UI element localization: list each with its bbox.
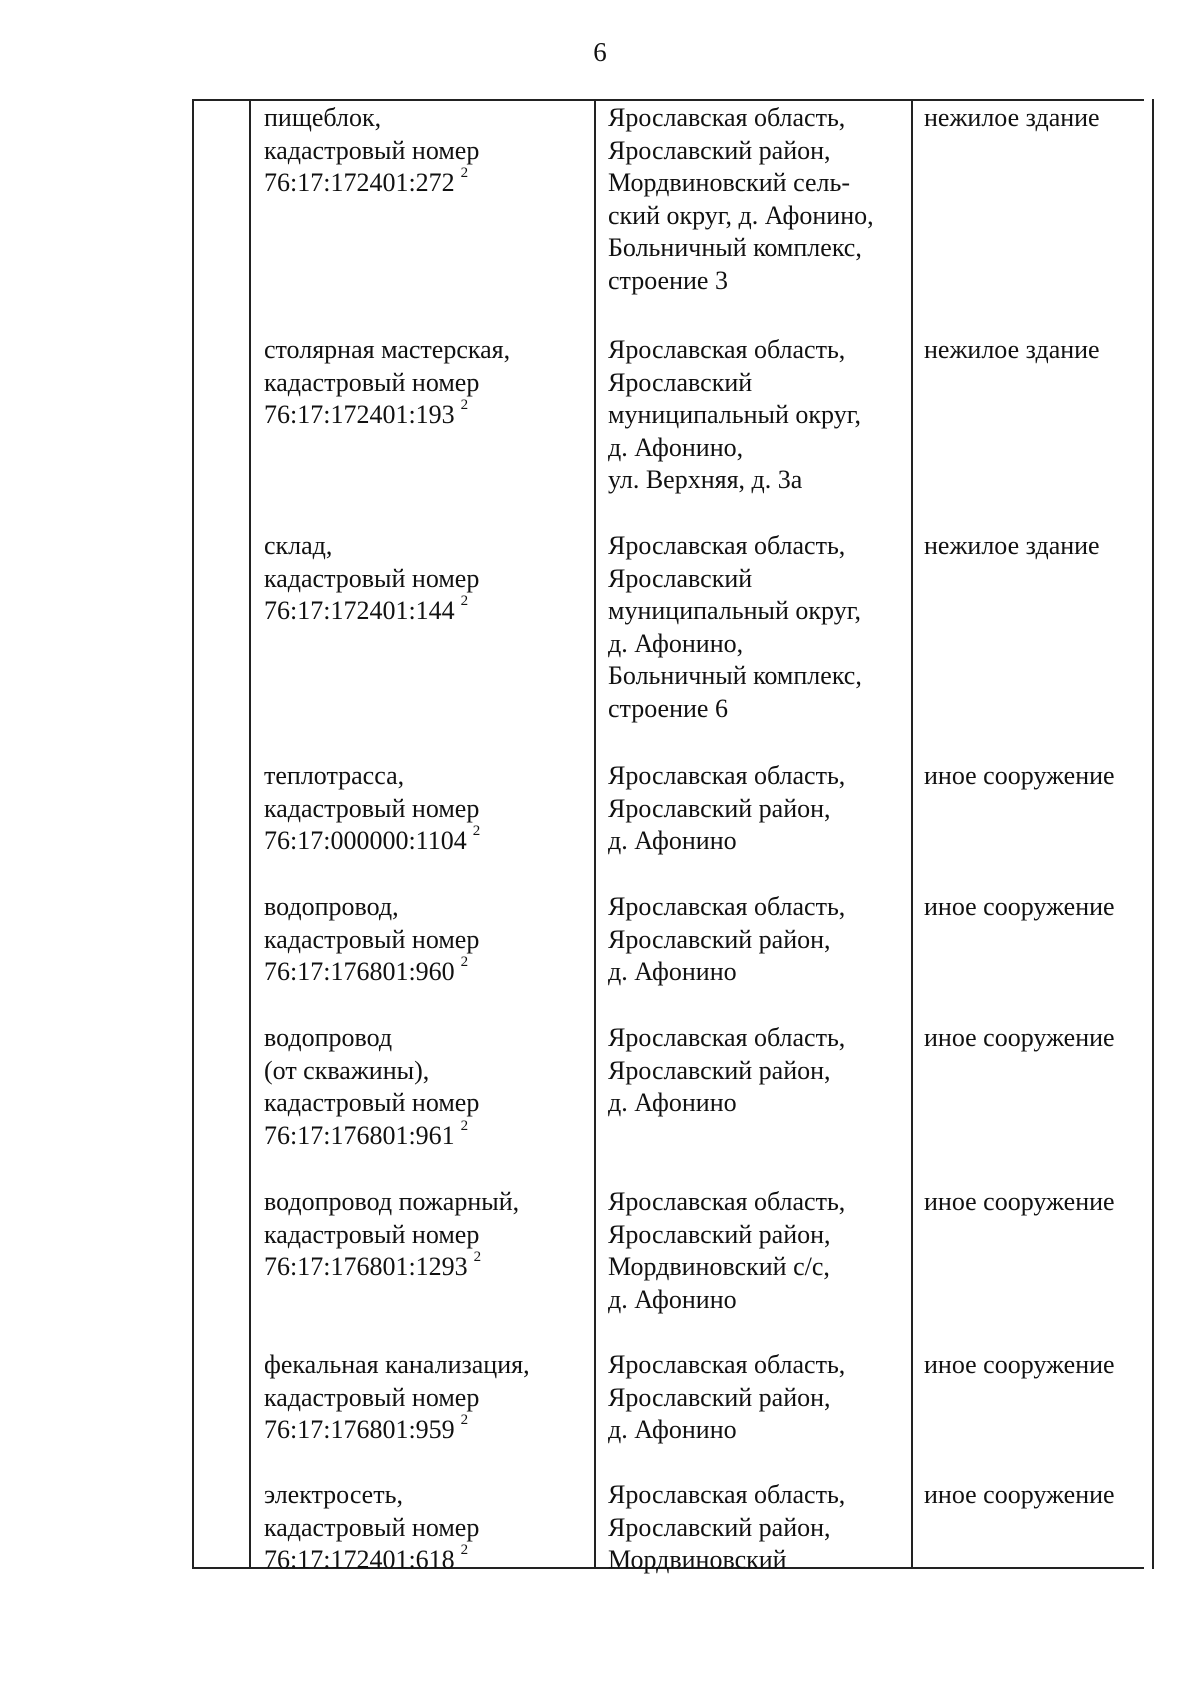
address-line: д. Афонино: [608, 1415, 737, 1444]
object-name: [264, 1479, 479, 1581]
cadastral-number: 76:17:172401:272: [264, 168, 455, 197]
cadastral-number: 76:17:000000:1104: [264, 826, 467, 855]
address-line: ский округ, д. Афонино,: [608, 200, 874, 230]
object-type: нежилое здание: [924, 335, 1100, 364]
address-line: ул. Верхняя, д. 3а: [608, 465, 803, 494]
object-address: [608, 1022, 845, 1120]
address-line: д. Афонино: [608, 957, 737, 986]
footnote-mark: 2: [460, 1117, 469, 1134]
address-line: Ярославская область,: [608, 103, 846, 132]
address-line: д. Афонино,: [608, 432, 744, 462]
object-name: [264, 102, 479, 204]
cadastral-number: 76:17:176801:1293: [264, 1252, 468, 1281]
cadastral-number: 76:17:172401:618: [264, 1545, 455, 1574]
address-line: Ярославская область,: [608, 1480, 846, 1509]
address-line: Ярославский: [608, 367, 753, 397]
object-type: нежилое здание: [924, 531, 1100, 560]
name-line: фекальная канализация,: [264, 1350, 530, 1379]
object-address: [608, 102, 874, 297]
cadastral-number: 76:17:172401:193: [264, 400, 455, 429]
name-line: кадастровый номер: [264, 1088, 480, 1117]
object-address: [608, 1186, 845, 1316]
name-line: склад,: [264, 531, 333, 560]
footnote-mark: 2: [472, 823, 481, 839]
name-line: электросеть,: [264, 1480, 403, 1509]
name-line: кадастровый номер: [264, 367, 480, 397]
object-address: [608, 1349, 845, 1447]
object-name: [264, 1349, 530, 1451]
name-line: теплотрасса,: [264, 761, 405, 790]
address-line: Ярославская область,: [608, 1187, 846, 1216]
cadastral-number: 76:17:176801:961: [264, 1120, 455, 1150]
object-type: иное сооружение: [924, 892, 1115, 921]
object-type: иное сооружение: [924, 1480, 1115, 1509]
name-line: кадастровый номер: [264, 924, 480, 954]
footnote-mark: 2: [460, 593, 469, 609]
object-name: [264, 891, 479, 993]
footnote-mark: 2: [460, 1412, 469, 1428]
address-line: д. Афонино: [608, 1284, 737, 1314]
object-address: [608, 760, 845, 858]
object-name: [264, 760, 480, 862]
name-line: водопровод,: [264, 892, 399, 921]
address-line: Ярославская область,: [608, 1023, 846, 1052]
index-column: [193, 99, 250, 1569]
page-number: 6: [593, 37, 607, 67]
name-line: кадастровый номер: [264, 1382, 480, 1412]
object-name: [264, 334, 510, 436]
address-line: Ярославский район,: [608, 1512, 831, 1542]
object-type: иное сооружение: [924, 761, 1115, 790]
footnote-mark: 2: [460, 397, 469, 413]
cadastral-number: 76:17:176801:960: [264, 957, 455, 986]
address-line: Ярославский район,: [608, 1219, 831, 1249]
address-line: Ярославский район,: [608, 793, 831, 823]
object-type: иное сооружение: [924, 1350, 1115, 1379]
footnote-mark: 2: [460, 954, 469, 970]
footnote-mark: 2: [460, 165, 469, 181]
object-address: [608, 891, 845, 989]
address-line: строение 6: [608, 693, 728, 723]
cadastral-number: 76:17:172401:144: [264, 596, 455, 625]
address-line: Больничный комплекс,: [608, 233, 862, 262]
object-address: [608, 530, 862, 725]
address-line: Ярославский район,: [608, 1055, 831, 1085]
address-line: Ярославский район,: [608, 1382, 831, 1412]
address-line: Больничный комплекс,: [608, 661, 862, 690]
name-line: кадастровый номер: [264, 793, 480, 823]
address-line: Ярославский район,: [608, 924, 831, 954]
address-line: д. Афонино: [608, 1088, 737, 1117]
object-name: [264, 1022, 479, 1156]
name-line: водопровод пожарный,: [264, 1187, 520, 1216]
name-line: кадастровый номер: [264, 1219, 480, 1249]
address-line: Мордвиновский сель-: [608, 168, 850, 197]
address-line: Ярославская область,: [608, 531, 846, 560]
cadastral-number: 76:17:176801:959: [264, 1415, 455, 1444]
object-address: [608, 1479, 845, 1577]
footnote-mark: 2: [460, 1542, 469, 1558]
object-name: [264, 530, 479, 632]
footnote-mark: 2: [473, 1249, 482, 1265]
address-line: муниципальный округ,: [608, 596, 861, 625]
object-address: [608, 334, 861, 497]
address-line: Ярославская область,: [608, 761, 846, 790]
name-line: столярная мастерская,: [264, 335, 511, 364]
address-line: Ярославская область,: [608, 335, 846, 364]
name-line: кадастровый номер: [264, 135, 480, 165]
address-line: Ярославский район,: [608, 135, 831, 165]
address-line: Ярославская область,: [608, 892, 846, 921]
address-line: д. Афонино: [608, 826, 737, 855]
address-line: Мордвиновский: [608, 1545, 787, 1574]
object-type: иное сооружение: [924, 1023, 1115, 1052]
object-name: [264, 1186, 519, 1288]
address-line: Ярославский: [608, 563, 753, 593]
object-type: иное сооружение: [924, 1187, 1115, 1216]
object-type: нежилое здание: [924, 103, 1100, 132]
address-line: строение 3: [608, 265, 728, 295]
address-line: муниципальный округ,: [608, 400, 861, 429]
address-line: Мордвиновский с/с,: [608, 1252, 830, 1281]
name-line: кадастровый номер: [264, 563, 480, 593]
address-line: д. Афонино,: [608, 628, 744, 658]
name-line: водопровод: [264, 1023, 393, 1052]
name-line: кадастровый номер: [264, 1512, 480, 1542]
address-line: Ярославская область,: [608, 1350, 846, 1379]
name-line: пищеблок,: [264, 103, 382, 132]
name-line: (от скважины),: [264, 1055, 430, 1085]
